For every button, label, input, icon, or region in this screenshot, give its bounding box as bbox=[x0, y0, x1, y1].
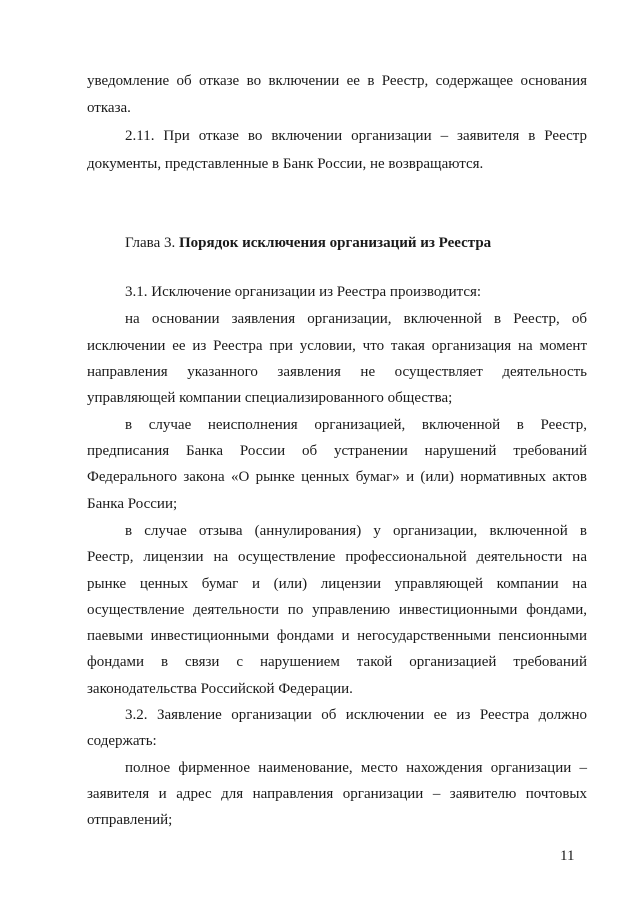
list-item-line: полное фирменное наименование, место нахождения организации – bbox=[125, 760, 587, 776]
page-number: 11 bbox=[560, 848, 575, 864]
paragraph-line: 2.11. При отказе во включении организации – заявителя в Реестр bbox=[125, 128, 587, 144]
list-item-line: исключении ее из Реестра при условии, что такая организация на момент bbox=[87, 338, 587, 354]
section-intro: содержать: bbox=[87, 733, 157, 749]
list-item-line: отправлений; bbox=[87, 812, 173, 828]
section-intro: 3.1. Исключение организации из Реестра производится: bbox=[125, 284, 482, 300]
list-item-line: на основании заявления организации, включенной в Реестр, об bbox=[125, 311, 587, 327]
list-item-line: предписания Банка России об устранении нарушений требований bbox=[87, 443, 587, 459]
list-item-line: управляющей компании специализированного общества; bbox=[87, 390, 453, 406]
chapter-heading bbox=[125, 234, 491, 253]
list-item-line: фондами в связи с нарушением такой организацией требований bbox=[87, 654, 587, 670]
chapter-prefix: Глава 3. bbox=[125, 235, 179, 251]
chapter-title: Порядок исключения организаций из Реестра bbox=[178, 235, 492, 251]
list-item-line: Банка России; bbox=[87, 496, 178, 512]
list-item-line: в случае неисполнения организацией, включенной в Реестр, bbox=[125, 417, 587, 433]
paragraph-line: отказа. bbox=[87, 100, 131, 116]
list-item-line: заявителя и адрес для направления организации – заявителю почтовых bbox=[87, 786, 587, 802]
list-item-line: Реестр, лицензии на осуществление профессиональной деятельности на bbox=[87, 549, 587, 565]
list-item-line: осуществление деятельности по управлению инвестиционными фондами, bbox=[87, 602, 587, 618]
list-item-line: направления указанного заявления не осуществляет деятельность bbox=[87, 364, 587, 380]
section-intro: 3.2. Заявление организации об исключении ее из Реестра должно bbox=[125, 707, 587, 723]
paragraph-line: уведомление об отказе во включении ее в Реестр, содержащее основания bbox=[87, 73, 587, 89]
paragraph-line: документы, представленные в Банк России, не возвращаются. bbox=[87, 156, 484, 172]
list-item-line: в случае отзыва (аннулирования) у организации, включенной в bbox=[125, 523, 587, 539]
list-item-line: рынке ценных бумаг и (или) лицензии управляющей компании на bbox=[87, 576, 587, 592]
list-item-line: законодательства Российской Федерации. bbox=[87, 681, 353, 697]
list-item-line: паевыми инвестиционными фондами и негосударственными пенсионными bbox=[87, 628, 587, 644]
list-item-line: Федерального закона «О рынке ценных бумаг» и (или) нормативных актов bbox=[87, 469, 587, 485]
